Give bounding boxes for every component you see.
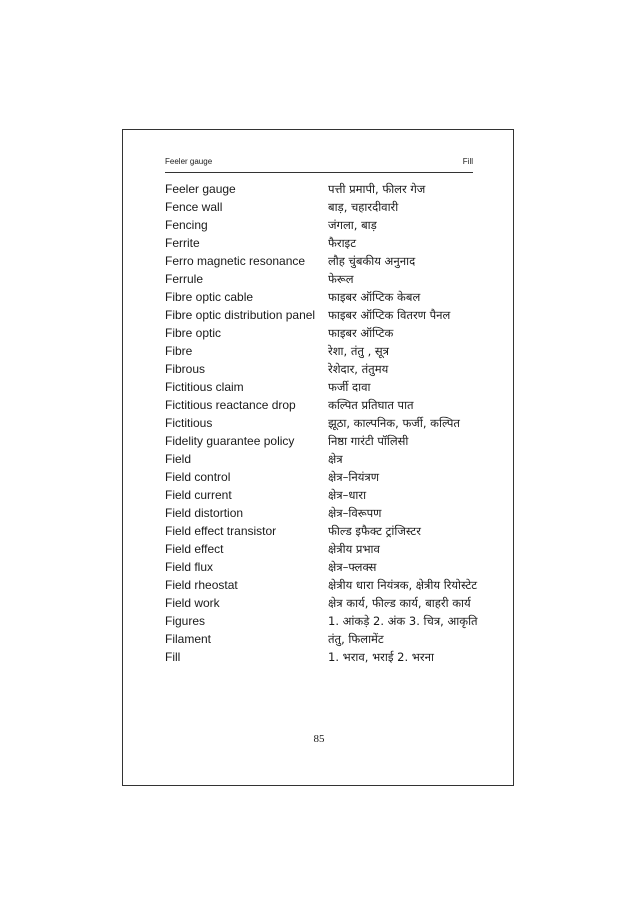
entry-term: Fibre optic distribution panel <box>165 308 316 322</box>
glossary-entry <box>165 396 485 414</box>
glossary-entry <box>165 558 485 576</box>
glossary-entry <box>165 504 485 522</box>
entry-definition: फील्ड इफैक्ट ट्रांजिस्टर <box>328 524 421 538</box>
glossary-entry <box>165 288 485 306</box>
header-right-guideword: Fill <box>462 157 473 166</box>
entry-term: Fictitious claim <box>165 380 244 394</box>
entry-term: Field effect <box>165 542 224 556</box>
glossary-entry <box>165 234 485 252</box>
glossary-entry <box>165 198 485 216</box>
entry-term: Fibre optic <box>165 326 222 340</box>
entry-definition: बाड़, चहारदीवारी <box>328 200 399 214</box>
entry-definition: रेशेदार, तंतुमय <box>328 362 389 376</box>
entry-term: Field <box>165 452 192 466</box>
glossary-entry <box>165 270 485 288</box>
entry-definition: क्षेत्रीय धारा नियंत्रक, क्षेत्रीय रियोस्टेट <box>328 578 478 592</box>
entry-term: Field effect transistor <box>165 524 277 538</box>
entry-term: Feeler gauge <box>165 182 236 196</box>
entry-definition: फाइबर ऑप्टिक केबल <box>328 290 421 304</box>
entry-term: Fictitious <box>165 416 213 430</box>
entry-term: Filament <box>165 632 212 646</box>
entry-definition: क्षेत्र–धारा <box>328 488 367 502</box>
entry-term: Field current <box>165 488 232 502</box>
entry-definition: निष्ठा गारंटी पॉलिसी <box>328 434 409 448</box>
entry-definition: तंतु, फिलामेंट <box>328 632 384 646</box>
entry-definition: लौह चुंबकीय अनुनाद <box>328 254 416 268</box>
entry-definition: क्षेत्र कार्य, फील्ड कार्य, बाहरी कार्य <box>328 596 471 610</box>
entry-term: Field flux <box>165 560 214 574</box>
entry-definition: फाइबर ऑप्टिक वितरण पैनल <box>328 308 451 322</box>
running-header <box>165 157 473 171</box>
glossary-entry <box>165 540 485 558</box>
entry-term: Fibre <box>165 344 193 358</box>
glossary-entry <box>165 432 485 450</box>
glossary-entry <box>165 450 485 468</box>
glossary-entry <box>165 324 485 342</box>
entry-definition: जंगला, बाड़ <box>328 218 377 232</box>
glossary-entry <box>165 216 485 234</box>
entry-term: Fill <box>165 650 181 664</box>
entry-definition: फाइबर ऑप्टिक <box>328 326 394 340</box>
glossary-entry <box>165 414 485 432</box>
entry-term: Fibre optic cable <box>165 290 254 304</box>
glossary-entry <box>165 486 485 504</box>
glossary-entry <box>165 342 485 360</box>
header-rule <box>165 172 473 173</box>
entry-definition: क्षेत्रीय प्रभाव <box>328 542 380 556</box>
entry-term: Fictitious reactance drop <box>165 398 296 412</box>
glossary-list <box>165 180 485 666</box>
glossary-entry <box>165 360 485 378</box>
glossary-entry <box>165 630 485 648</box>
entry-term: Figures <box>165 614 206 628</box>
entry-term: Ferrite <box>165 236 200 250</box>
entry-definition: पत्ती प्रमापी, फीलर गेज <box>328 182 426 196</box>
entry-definition: रेशा, तंतु , सूत्र <box>328 344 390 358</box>
entry-definition: फर्जी दावा <box>328 380 371 394</box>
entry-definition: फेरूल <box>328 272 354 286</box>
entry-definition: क्षेत्र–फ्लक्स <box>328 560 377 574</box>
entry-definition: 1. आंकड़े 2. अंक 3. चित्र, आकृति <box>328 614 478 628</box>
entry-term: Fence wall <box>165 200 223 214</box>
glossary-entry <box>165 252 485 270</box>
glossary-entry <box>165 306 485 324</box>
entry-term: Fidelity guarantee policy <box>165 434 295 448</box>
header-left-guideword: Feeler gauge <box>165 157 213 166</box>
entry-definition: क्षेत्र–विरूपण <box>328 506 382 520</box>
page-number: 85 <box>313 733 325 745</box>
glossary-entry <box>165 180 485 198</box>
entry-term: Field distortion <box>165 506 244 520</box>
entry-definition: क्षेत्र–नियंत्रण <box>328 470 380 484</box>
glossary-entry <box>165 468 485 486</box>
glossary-entry <box>165 522 485 540</box>
entry-term: Fencing <box>165 218 208 232</box>
entry-term: Ferrule <box>165 272 204 286</box>
glossary-entry <box>165 648 485 666</box>
entry-term: Field control <box>165 470 231 484</box>
entry-definition: फैराइट <box>328 236 356 250</box>
entry-definition: क्षेत्र <box>328 452 343 466</box>
entry-definition: 1. भराव, भराई 2. भरना <box>328 650 434 664</box>
entry-term: Field work <box>165 596 220 610</box>
entry-term: Ferro magnetic resonance <box>165 254 306 268</box>
glossary-entry <box>165 594 485 612</box>
entry-definition: झूठा, काल्पनिक, फर्जी, कल्पित <box>328 416 460 430</box>
entry-term: Field rheostat <box>165 578 238 592</box>
glossary-entry <box>165 612 485 630</box>
glossary-entry <box>165 576 485 594</box>
entry-definition: कल्पित प्रतिघात पात <box>328 398 414 412</box>
glossary-entry <box>165 378 485 396</box>
entry-term: Fibrous <box>165 362 206 376</box>
